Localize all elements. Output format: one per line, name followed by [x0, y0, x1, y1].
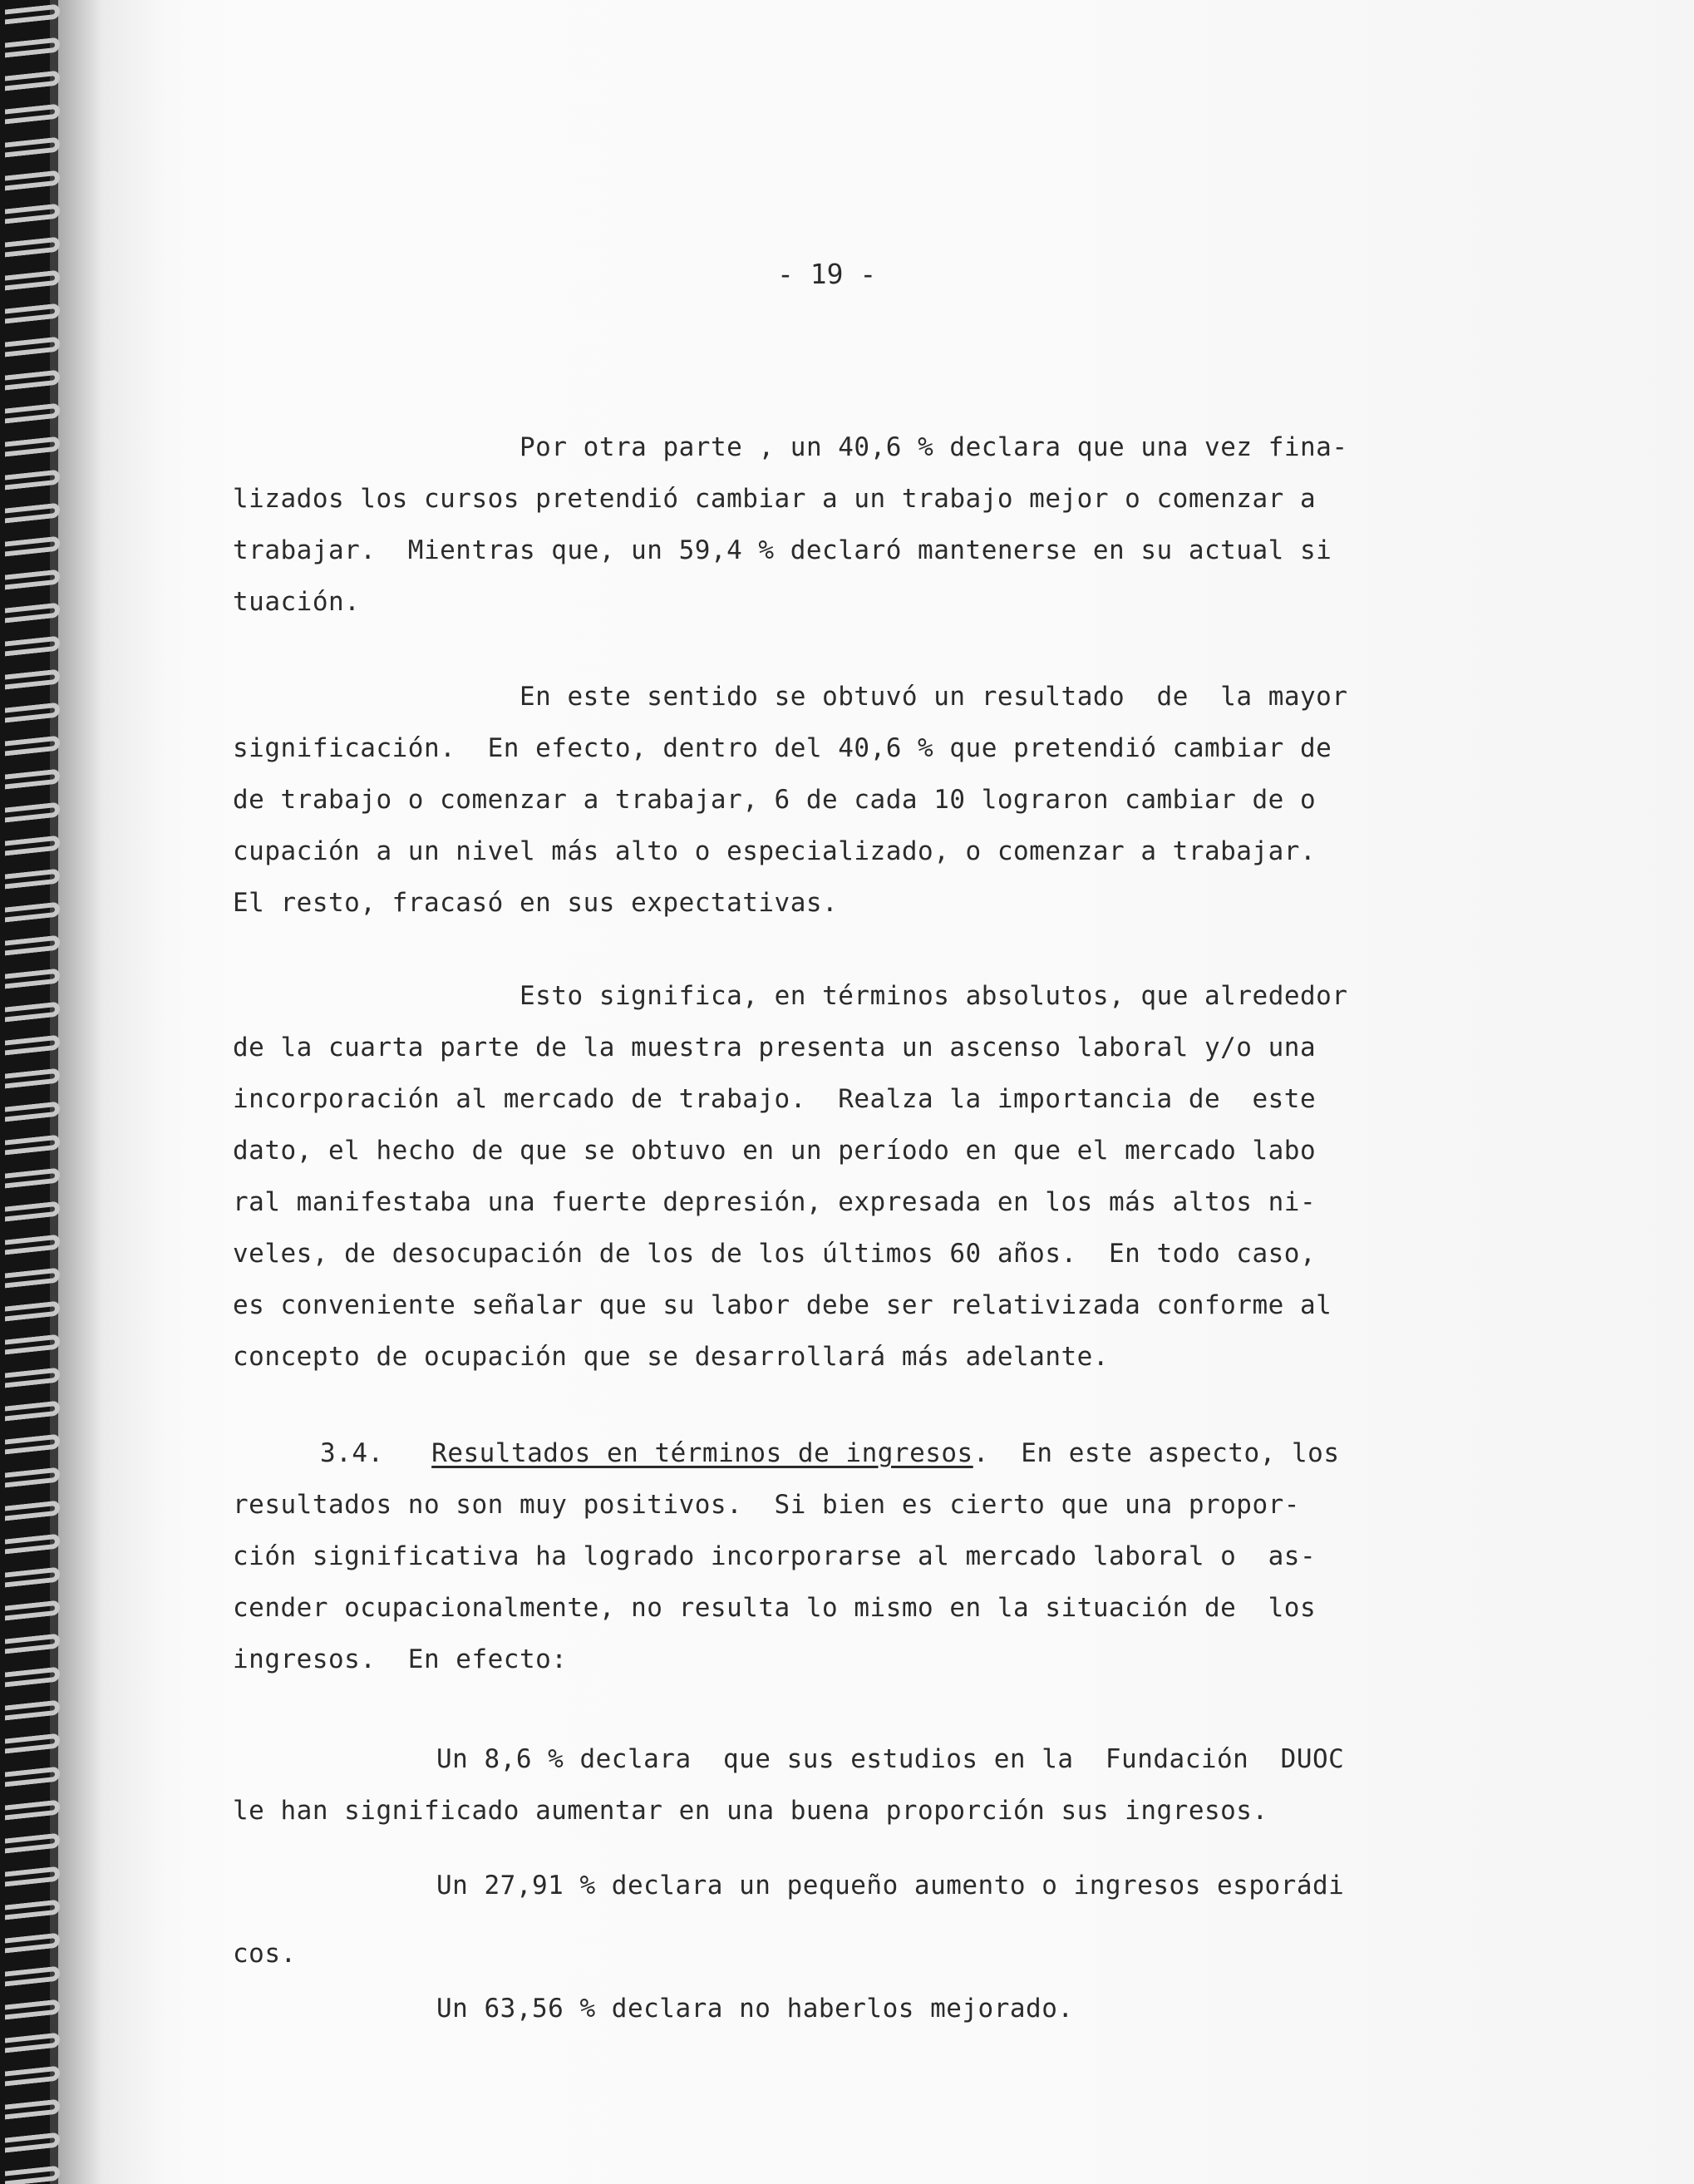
text-line: En este sentido se obtuvó un resultado de la mayor [520, 682, 1348, 712]
text-line: es conveniente señalar que su labor debe ser relativizada conforme al [233, 1290, 1332, 1320]
section-first-line-rest: . En este aspecto, los [973, 1438, 1340, 1468]
text-line: trabajar. Mientras que, un 59,4 % declaró mantenerse en su actual si [233, 535, 1332, 565]
text-line: de la cuarta parte de la muestra presenta un ascenso laboral y/o una [233, 1033, 1317, 1062]
text-line: cupación a un nivel más alto o especializado, o comenzar a trabajar. [233, 836, 1317, 866]
text-line: El resto, fracasó en sus expectativas. [233, 888, 839, 918]
text-line: Esto significa, en términos absolutos, que alrededor [520, 981, 1348, 1011]
text-line: cos. [233, 1939, 297, 1969]
spiral-binding [0, 0, 58, 2184]
text-line: ral manifestaba una fuerte depresión, expresada en los más altos ni- [233, 1187, 1317, 1217]
text-line: cender ocupacionalmente, no resulta lo mismo en la situación de los [233, 1593, 1317, 1623]
text-line: dato, el hecho de que se obtuvo en un período en que el mercado labo [233, 1136, 1317, 1166]
text-line: Un 8,6 % declara que sus estudios en la Fundación DUOC [436, 1744, 1345, 1774]
section-heading-line [320, 1438, 1339, 1468]
text-line: lizados los cursos pretendió cambiar a un trabajo mejor o comenzar a [233, 484, 1317, 514]
section-number: 3.4. [320, 1438, 384, 1468]
text-line: Un 27,91 % declara un pequeño aumento o ingresos esporádi [436, 1871, 1345, 1901]
text-line: Un 63,56 % declara no haberlos mejorado. [436, 1994, 1074, 2024]
text-line: resultados no son muy positivos. Si bien es cierto que una propor- [233, 1490, 1300, 1520]
text-line: ingresos. En efecto: [233, 1644, 568, 1674]
text-line: Por otra parte , un 40,6 % declara que una vez fina- [520, 432, 1348, 462]
page-number: - 19 - [777, 258, 877, 290]
section-title: Resultados en términos de ingresos [431, 1438, 973, 1468]
body-text [233, 432, 1480, 2024]
text-line: ción significativa ha logrado incorporarse al mercado laboral o as- [233, 1541, 1317, 1571]
text-line: de trabajo o comenzar a trabajar, 6 de cada 10 lograron cambiar de o [233, 785, 1317, 815]
text-line: incorporación al mercado de trabajo. Realza la importancia de este [233, 1084, 1317, 1114]
text-line: veles, de desocupación de los de los últimos 60 años. En todo caso, [233, 1239, 1317, 1269]
text-line: significación. En efecto, dentro del 40,6 % que pretendió cambiar de [233, 733, 1332, 763]
text-line: tuación. [233, 587, 361, 617]
text-line: le han significado aumentar en una buena proporción sus ingresos. [233, 1796, 1268, 1826]
text-line: concepto de ocupación que se desarrollará más adelante. [233, 1342, 1109, 1372]
